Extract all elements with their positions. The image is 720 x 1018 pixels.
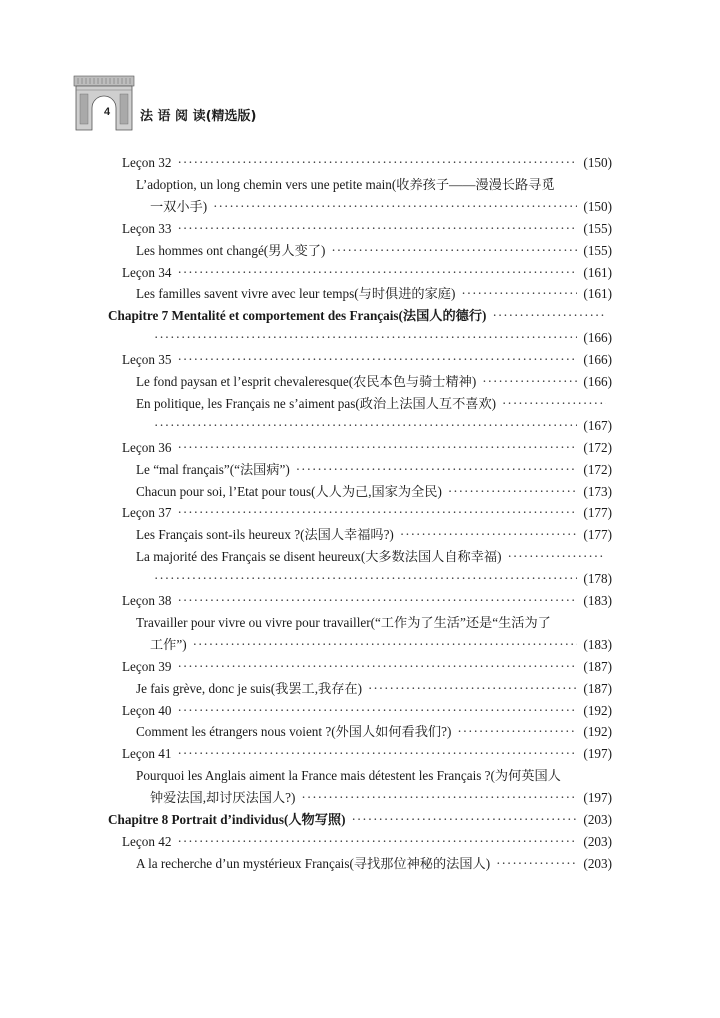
toc-page-number: (203) — [583, 812, 612, 827]
dot-leader — [177, 218, 577, 240]
dot-leader — [154, 327, 577, 349]
toc-entry-title: Comment les étrangers nous voient ?(外国人如何看我们?) — [136, 724, 452, 740]
toc-lesson-row[interactable] — [122, 502, 612, 524]
toc-page-number: (155) — [583, 220, 612, 236]
toc-page-number: (161) — [583, 264, 612, 280]
toc-entry-title: Pourquoi les Anglais aiment la France mais détestent les Français ?(为何英国人 — [136, 768, 561, 784]
toc-entry-row[interactable] — [136, 283, 612, 305]
book-title: 法 语 阅 读(精选版) — [140, 109, 257, 124]
toc-entry-title: Leçon 41 — [122, 746, 172, 762]
toc-entry-title: En politique, les Français ne s’aiment pas(政治上法国人互不喜欢) — [136, 395, 497, 411]
dot-leader — [177, 152, 577, 174]
toc-lesson-row[interactable] — [122, 437, 612, 459]
toc-entry-row[interactable] — [136, 240, 612, 262]
dot-leader — [508, 546, 606, 568]
toc-entry-row[interactable] — [136, 721, 612, 743]
toc-entry-title: Leçon 33 — [122, 220, 172, 236]
toc-page-number: (173) — [583, 483, 612, 499]
dot-leader — [177, 502, 577, 524]
toc-page-number: (172) — [583, 439, 612, 455]
toc-page-number: (161) — [583, 286, 612, 302]
dot-leader — [213, 196, 577, 218]
toc-page-number: (172) — [583, 461, 612, 477]
toc-entry-title: Leçon 35 — [122, 352, 172, 368]
toc-page-number: (150) — [583, 155, 612, 170]
dot-leader — [177, 590, 577, 612]
toc-lesson-row[interactable] — [122, 700, 612, 722]
dot-leader — [177, 700, 577, 722]
dot-leader — [457, 721, 577, 743]
toc-entry-row[interactable] — [136, 459, 612, 481]
toc-lesson-row[interactable] — [122, 262, 612, 284]
dot-leader — [331, 240, 577, 262]
toc-page-number: (155) — [583, 242, 612, 258]
toc-page-number: (150) — [583, 198, 612, 214]
toc-entry-title: Chapitre 7 Mentalité et comportement des Français(法国人的德行) — [108, 308, 487, 324]
toc-page-number: (166) — [583, 352, 612, 368]
toc-entry-title: Leçon 37 — [122, 505, 172, 521]
toc-entry-title: Le fond paysan et l’esprit chevaleresque(农民本色与骑士精神) — [136, 374, 477, 389]
toc-entry-row[interactable] — [136, 853, 612, 875]
toc-page-number: (203) — [583, 855, 612, 871]
dot-leader — [368, 678, 577, 700]
toc-entry-row[interactable] — [136, 393, 612, 415]
toc-entry-title: Leçon 32 — [122, 155, 172, 170]
dot-leader — [301, 787, 577, 809]
toc-lesson-row[interactable] — [122, 349, 612, 371]
toc-entry-title: A la recherche d’un mystérieux Français(寻找那位神秘的法国人) — [136, 855, 491, 871]
toc-entry-row[interactable] — [136, 546, 612, 568]
dot-leader — [177, 656, 577, 678]
toc-lesson-row[interactable] — [122, 152, 612, 174]
toc-entry-row[interactable] — [136, 481, 612, 503]
toc-entry-row[interactable] — [136, 612, 612, 634]
toc-entry-row[interactable] — [136, 765, 612, 787]
toc-page-number: (197) — [583, 746, 612, 762]
dot-leader — [177, 743, 577, 765]
toc-lesson-row[interactable] — [122, 743, 612, 765]
toc-page-number: (178) — [583, 571, 612, 587]
toc-entry-title: Travailler pour vivre ou vivre pour travailler(“工作为了生活”还是“生活为了 — [136, 614, 551, 630]
dot-leader — [461, 283, 577, 305]
toc-entry-row[interactable] — [136, 371, 612, 393]
toc-page-number: (177) — [583, 505, 612, 521]
toc-entry-title: L’adoption, un long chemin vers une petite main(收养孩子——漫漫长路寻觅 — [136, 176, 555, 192]
toc-page-number: (167) — [583, 417, 612, 433]
dot-leader — [193, 634, 578, 656]
toc-entry-title: Je fais grève, donc je suis(我罢工,我存在) — [136, 680, 362, 696]
dot-leader — [154, 415, 577, 437]
toc-entry-row[interactable] — [150, 787, 612, 809]
toc-lesson-row[interactable] — [122, 218, 612, 240]
dot-leader — [154, 568, 577, 590]
dot-leader — [352, 809, 578, 831]
toc-entry-row[interactable] — [136, 524, 612, 546]
toc-page-number: (187) — [583, 680, 612, 696]
toc-lesson-row[interactable] — [148, 568, 612, 590]
toc-entry-title: Leçon 38 — [122, 593, 172, 608]
dot-leader — [296, 459, 578, 481]
toc-page-number: (166) — [583, 330, 612, 346]
toc-entry-title: 一双小手) — [150, 198, 208, 214]
toc-entry-row[interactable] — [136, 174, 612, 196]
toc-page-number: (197) — [583, 790, 612, 806]
toc-entry-title: Les Français sont-ils heureux ?(法国人幸福吗?) — [136, 527, 394, 543]
toc-entry-title: 钟爱法国,却讨厌法国人?) — [150, 790, 296, 806]
toc-page-number: (166) — [583, 374, 612, 389]
toc-entry-title: Chacun pour soi, l’Etat pour tous(人人为己,国家为全民) — [136, 483, 442, 499]
toc-lesson-row[interactable] — [122, 831, 612, 853]
toc-entry-title: La majorité des Français se disent heureux(大多数法国人自称幸福) — [136, 549, 502, 565]
arc-de-triomphe-icon — [72, 72, 136, 132]
dot-leader — [177, 262, 577, 284]
toc-entry-title: Les hommes ont changé(男人变了) — [136, 242, 326, 258]
toc-lesson-row[interactable] — [148, 415, 612, 437]
toc-lesson-row[interactable] — [122, 590, 612, 612]
toc-entry-row[interactable] — [136, 678, 612, 700]
page-number: 4 — [103, 106, 111, 118]
toc-page-number: (192) — [583, 724, 612, 740]
dot-leader — [177, 349, 577, 371]
toc-chapter-row[interactable] — [108, 809, 612, 831]
toc-entry-title: Leçon 34 — [122, 264, 172, 280]
toc-page-number: (187) — [583, 658, 612, 674]
dot-leader — [482, 371, 577, 393]
toc-entry-title: Leçon 40 — [122, 702, 172, 718]
toc-entry-row[interactable] — [150, 196, 612, 218]
dot-leader — [177, 831, 577, 853]
toc-entry-title: Chapitre 8 Portrait d’individus(人物写照) — [108, 812, 346, 827]
toc-page-number: (203) — [583, 833, 612, 849]
toc-lesson-row[interactable] — [148, 327, 612, 349]
dot-leader — [448, 481, 578, 503]
toc-page-number: (192) — [583, 702, 612, 718]
toc-entry-title: Les familles savent vivre avec leur temps(与时俱进的家庭) — [136, 286, 456, 302]
toc-entry-title: 工作”) — [150, 636, 187, 652]
toc-page-number: (183) — [583, 593, 612, 608]
running-header — [72, 72, 372, 132]
toc-lesson-row[interactable] — [122, 656, 612, 678]
toc-entry-title: Leçon 42 — [122, 833, 172, 849]
toc-entry-title: Leçon 39 — [122, 658, 172, 674]
toc-page-number: (177) — [583, 527, 612, 543]
dot-leader — [502, 393, 606, 415]
dot-leader — [400, 524, 578, 546]
dot-leader — [496, 853, 577, 875]
toc-entry-title: Leçon 36 — [122, 439, 172, 455]
toc-page-number: (183) — [583, 636, 612, 652]
toc-entry-row[interactable] — [150, 634, 612, 656]
dot-leader — [492, 305, 606, 327]
dot-leader — [177, 437, 577, 459]
toc-chapter-row[interactable] — [108, 305, 612, 327]
toc-entry-title: Le “mal français”(“法国病”) — [136, 461, 290, 477]
